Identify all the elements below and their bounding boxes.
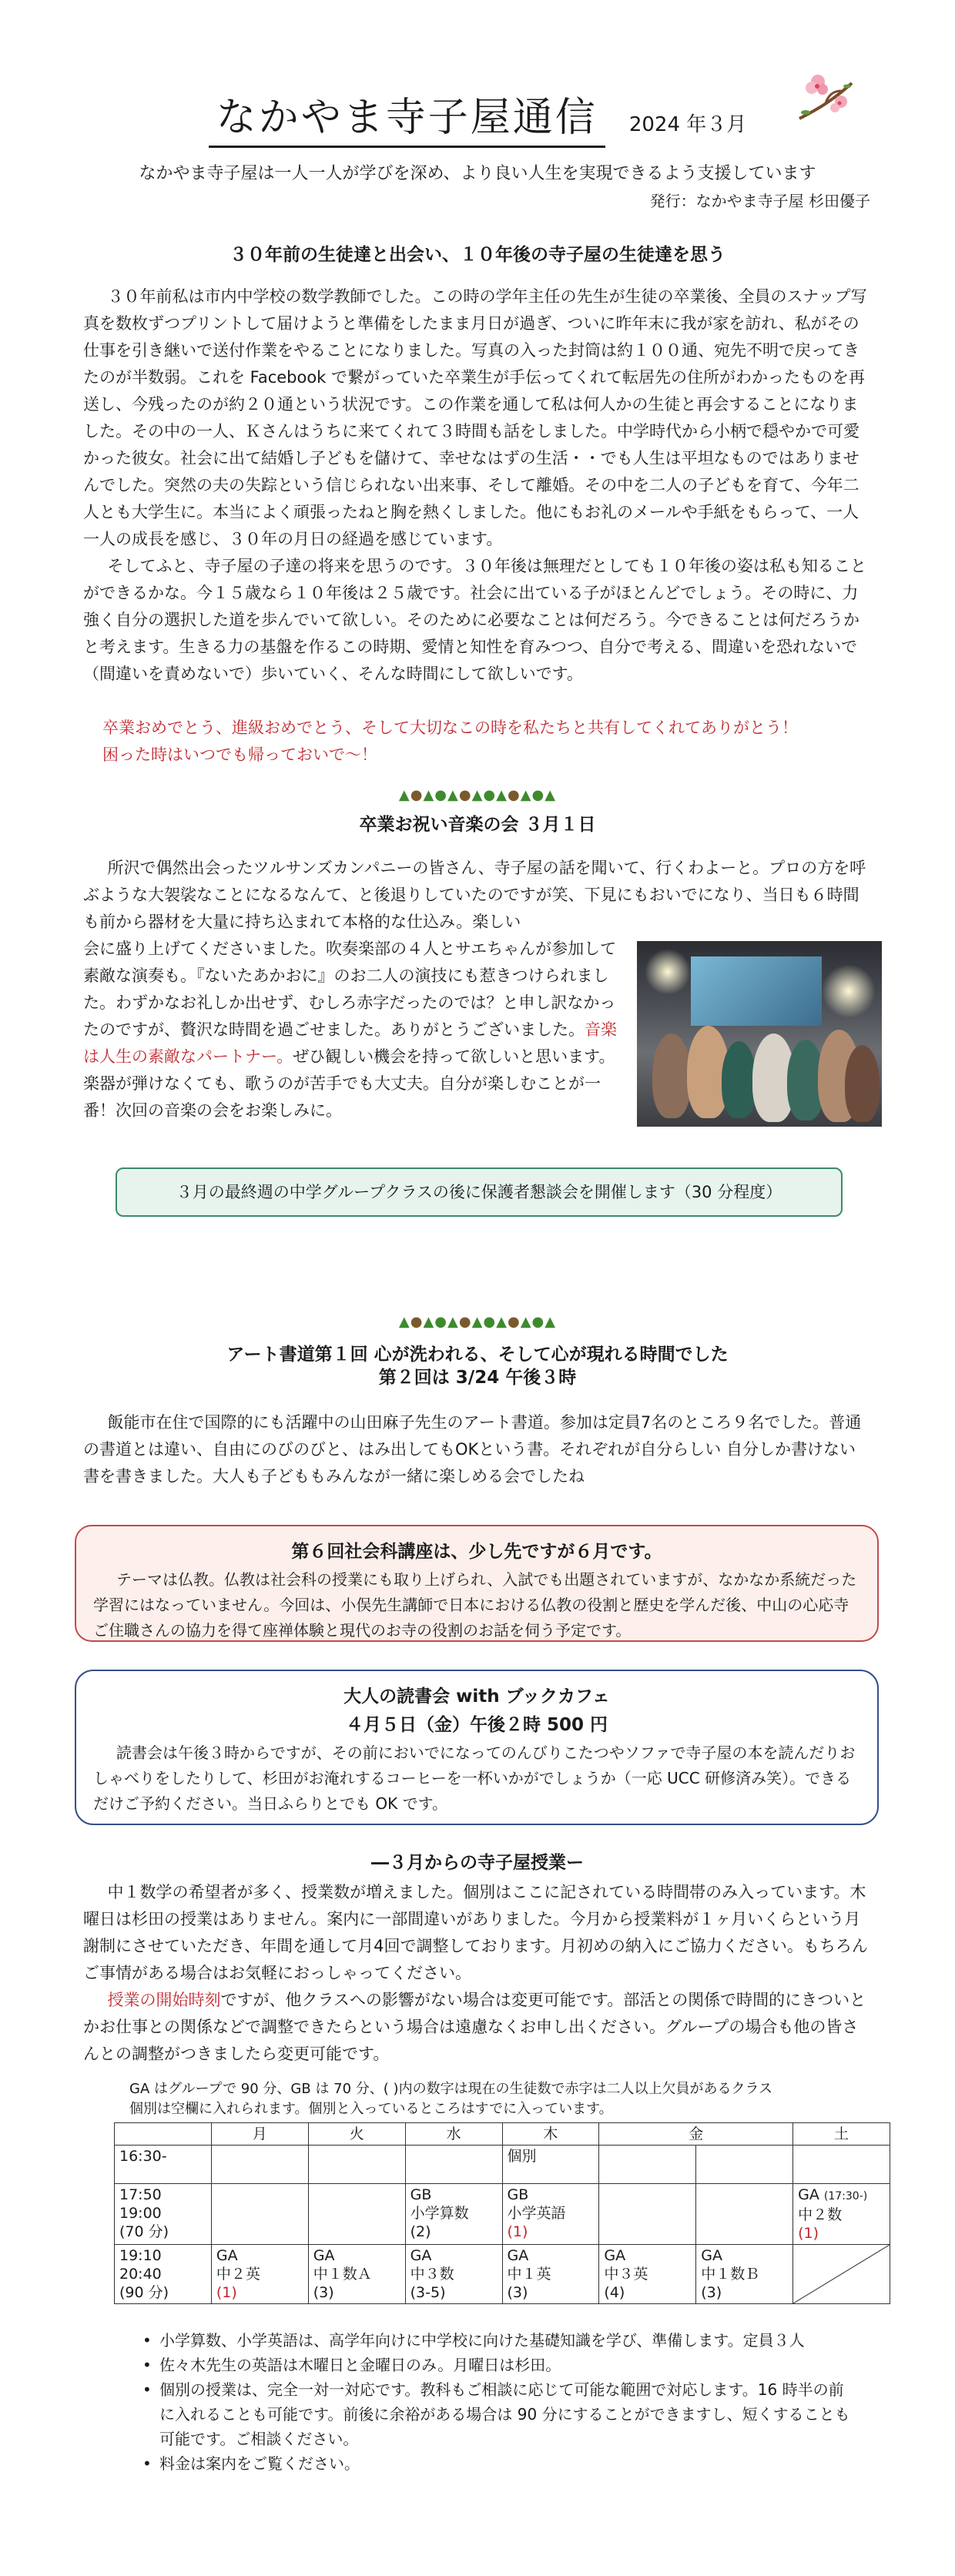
social-studies-box bbox=[75, 1525, 879, 1642]
list-item: • 料金は案内をご覧ください。 bbox=[142, 2451, 859, 2476]
thu-individual: 個別 bbox=[502, 2146, 599, 2184]
article1-paragraph1: ３０年前私は市内中学校の数学教師でした。この時の学年主任の先生が生徒の卒業後、全員のスナップ写真を数枚ずつプリントして届けようと準備をしたまま月日が過ぎ、ついに昨年末に我が家を訪れ、私がその仕事を引き継いで送付作業をやることになりました。写真の入った封筒は約１００通、宛先不明で戻ってきたのが半数弱。これを Facebook で繋がっていた卒業生が手伝ってくれて転居先の住所がわかったものを再送し、今残ったのが約２０通という状況です。この作業を通して私は何人かの生徒と再会することになりました。その中の一人、Ｋさんはうちに来てくれて３時間も話をしました。中学時代から小柄で穏やかで可愛かった彼女。社会に出て結婚し子どもを儲けて、幸せなはずの生活・・でも人生は平坦なものではありませんでした。突然の夫の失踪という信じられない出来事、そして離婚。その中を二人の子どもを育て、今年二人とも大学生に。本当によく頑張ったねと胸を熱くしました。他にもお礼のメールや手紙をもらって、一人一人の成長を感じ、３０年の月日の経過を感じています。 bbox=[83, 287, 867, 548]
group-photo bbox=[637, 941, 882, 1127]
article2-wrap: 会に盛り上げてくださいました。吹奏楽部の４人とサエちゃんが参加して素敵な演奏も。『ないたあかおに』のお二人の演技にも惹きつけられました。わずかなお礼しか出せず、むしろ赤字だったのでは？と申し訳なかったのですが、贅沢な時間を過ごせました。ありがとうございました。 bbox=[83, 940, 617, 1039]
diagonal-slash-icon bbox=[793, 2245, 890, 2303]
day-sat: 土 bbox=[793, 2123, 890, 2146]
day-wed: 水 bbox=[405, 2123, 502, 2146]
article2-wrap-text bbox=[83, 936, 622, 1124]
article2-intro: 所沢で偶然出会ったツルサンズカンパニーの皆さん、寺子屋の話を聞いて、行くわよーと。プロの方を呼ぶような大袈裟なことになるなんて、と後退りしていたのですが笑、下見にもおいでになり、当日も６時間も前から器材を大量に持ち込まれて本格的な仕込み。楽しい bbox=[83, 859, 866, 931]
classes-para2: ですが、他クラスへの影響がない場合は変更可能です。部活との関係で時間的にきついとかお仕事との関係などで調整できたらという場合は遠慮なくお申し出ください。グループの場合も他の皆さんとの調整がつきましたら変更可能です。 bbox=[83, 1991, 866, 2063]
fri-j3-english: GA 中３英 (4) bbox=[599, 2245, 696, 2304]
wed-elem-math: GB 小学算数 (2) bbox=[405, 2184, 502, 2245]
reading-club-box bbox=[75, 1670, 879, 1825]
list-item: • 佐々木先生の英語は木曜日と金曜日のみ。月曜日は杉田。 bbox=[142, 2353, 859, 2377]
article2-red-phrase: 音楽は人生の素敵なパートナー。 bbox=[83, 1020, 617, 1066]
tree-row-icon: ▲●▲●▲●▲●▲●▲●▲ bbox=[398, 1314, 557, 1330]
tagline: なかやま寺子屋は一人一人が学びを深め、より良い人生を実現できるよう支援しています bbox=[139, 164, 816, 183]
classes-notes-list bbox=[142, 2328, 859, 2476]
reading-club-date: ４月５日（金）午後２時 500 円 bbox=[345, 1715, 608, 1735]
class-schedule-table bbox=[114, 2122, 890, 2304]
social-studies-title: 第６回社会科講座は、少し先ですが６月です。 bbox=[291, 1542, 662, 1562]
day-tue: 火 bbox=[308, 2123, 405, 2146]
day-fri: 金 bbox=[599, 2123, 793, 2146]
thu-elem-english: GB 小学英語 (1) bbox=[502, 2184, 599, 2245]
parent-meeting-notice: ３月の最終週の中学グループクラスの後に保護者懇談会を開催します（30 分程度） bbox=[116, 1167, 843, 1217]
publisher: 発行：なかやま寺子屋 杉田優子 bbox=[649, 192, 870, 210]
classes-heading: ―３月からの寺子屋授業ー bbox=[371, 1853, 584, 1873]
article3-body bbox=[83, 1409, 870, 1490]
time-slot-3: 19:10 20:40 (90 分) bbox=[115, 2245, 212, 2304]
article1-paragraph2: そしてふと、寺子屋の子達の将来を思うのです。３０年後は無理だとしても１０年後の姿は私も知ることができるかな。今１５歳なら１０年後は２５歳です。社会に出ている子がほとんどでしょう。その時に、力強く自分の選択した道を歩んでいて欲しい。そのために必要なことは何だろう。今できることは何だろうかと考えます。生きる力の基盤を作るこの時期、愛情と知性を育みつつ、自分で考える、間違いを恐れないで（間違いを責めないで）歩いていく、そんな時間にして欲しいです。 bbox=[83, 557, 866, 683]
article3-heading: アート書道第１回 心が洗われる、そして心が現れる時間でした bbox=[226, 1345, 729, 1365]
classes-body bbox=[83, 1879, 870, 2068]
table-row bbox=[115, 2245, 890, 2304]
wed-j3-math: GA 中３数 (3-5) bbox=[405, 2245, 502, 2304]
sat-empty-cell bbox=[793, 2245, 890, 2304]
article3-text: 飯能市在住で国際的にも活躍中の山田麻子先生のアート書道。参加は定員7名のところ９名でした。普通の書道とは違い、自由にのびのびと、はみ出してもOKという書。それぞれが自分らしい 自分しか書けない書を書きました。大人も子どももみんなが一緒に楽しめる会でしたね bbox=[83, 1413, 862, 1486]
article3-subheading: 第２回は 3/24 午後３時 bbox=[378, 1368, 577, 1388]
list-item: • 個別の授業は、完全一対一対応です。教科もご相談に応じて可能な範囲で対応します。16 時半の前に入れることも可能です。前後に余裕がある場合は 90 分にすることができますし、短くすることも可能です。ご相談ください。 bbox=[142, 2377, 859, 2451]
newsletter-title: なかやま寺子屋通信 bbox=[209, 85, 605, 148]
closing-line-2: 困った時はいつでも帰っておいで～！ bbox=[102, 745, 377, 764]
closing-line-1: 卒業おめでとう、進級おめでとう、そして大切なこの時を私たちと共有してくれてありがとう！ bbox=[102, 719, 798, 737]
article1-closing bbox=[102, 715, 873, 769]
reading-club-body: 読書会は午後３時からですが、その前においでになってのんびりこたつやソファで寺子屋の本を読んだりおしゃべりをしたりして、杉田がお淹れするコーヒーを一杯いかがでしょうか（一応 UCC 研修済み笑）。できるだけご予約ください。当日ふらりとでも OK です。 bbox=[93, 1744, 856, 1813]
article2-tail: ぜひ観しい機会を持って欲しいと思います。楽器が弾けなくても、歌うのが苦手でも大丈夫。自分が楽しむことが一番！次回の音楽の会をお楽しみに。 bbox=[83, 1047, 615, 1120]
tue-j1-math-a: GA 中１数Ａ (3) bbox=[308, 2245, 405, 2304]
table-note-2: 個別は空欄に入れられます。個別と入っているところはすでに入っています。 bbox=[129, 2101, 613, 2117]
fri-j1-math-b: GA 中１数Ｂ (3) bbox=[696, 2245, 793, 2304]
time-slot-2: 17:50 19:00 (70 分) bbox=[115, 2184, 212, 2245]
table-row bbox=[115, 2146, 890, 2184]
article2-heading: 卒業お祝い音楽の会 ３月１日 bbox=[359, 815, 596, 835]
tree-row-icon: ▲●▲●▲●▲●▲●▲●▲ bbox=[398, 787, 557, 803]
table-note-1: GA はグループで 90 分、GB は 70 分、( )内の数字は現在の生徒数で赤字は二人以上欠員があるクラス bbox=[129, 2081, 773, 2097]
thu-j1-english: GA 中１英 (3) bbox=[502, 2245, 599, 2304]
cherry-blossom-branch-icon bbox=[795, 68, 856, 126]
reading-club-title: 大人の読書会 with ブックカフェ bbox=[343, 1687, 610, 1707]
mon-j2-english: GA 中２英 (1) bbox=[211, 2245, 308, 2304]
sat-j2-math: GA (17:30-) 中２数 (1) bbox=[793, 2184, 890, 2245]
article1-body bbox=[83, 283, 870, 688]
social-studies-body: テーマは仏教。仏教は社会科の授業にも取り上げられ、入試でも出題されていますが、なかなか系統だった学習にはなっていません。今回は、小俣先生講師で日本における仏教の役割と歴史を学んだ後、中山の心応寺ご住職さんの協力を得て座禅体験と現代のお寺の役割のお話を伺う予定です。 bbox=[93, 1570, 857, 1640]
article2-full-text bbox=[83, 855, 870, 936]
table-header-row bbox=[115, 2123, 890, 2146]
list-item: • 小学算数、小学英語は、高学年向けに中学校に向けた基礎知識を学び、準備します。定員３人 bbox=[142, 2328, 859, 2353]
classes-para1: 中１数学の希望者が多く、授業数が増えました。個別はここに記されている時間帯のみ入っています。木曜日は杉田の授業はありません。案内に一部間違いがありました。今月から授業料が１ヶ月いくらという月謝制にさせていただき、年間を通して月4回で調整しております。月初めの納入にご協力ください。もちろんご事情がある場合はお気軽におっしゃってください。 bbox=[83, 1883, 868, 1982]
day-mon: 月 bbox=[211, 2123, 308, 2146]
issue-date: 2024 年３月 bbox=[628, 113, 747, 136]
table-row bbox=[115, 2184, 890, 2245]
time-slot-1: 16:30- bbox=[115, 2146, 212, 2184]
classes-red-phrase: 授業の開始時刻 bbox=[107, 1991, 221, 2009]
article1-heading: ３０年前の生徒達と出会い、１０年後の寺子屋の生徒達を思う bbox=[230, 245, 725, 265]
day-thu: 木 bbox=[502, 2123, 599, 2146]
